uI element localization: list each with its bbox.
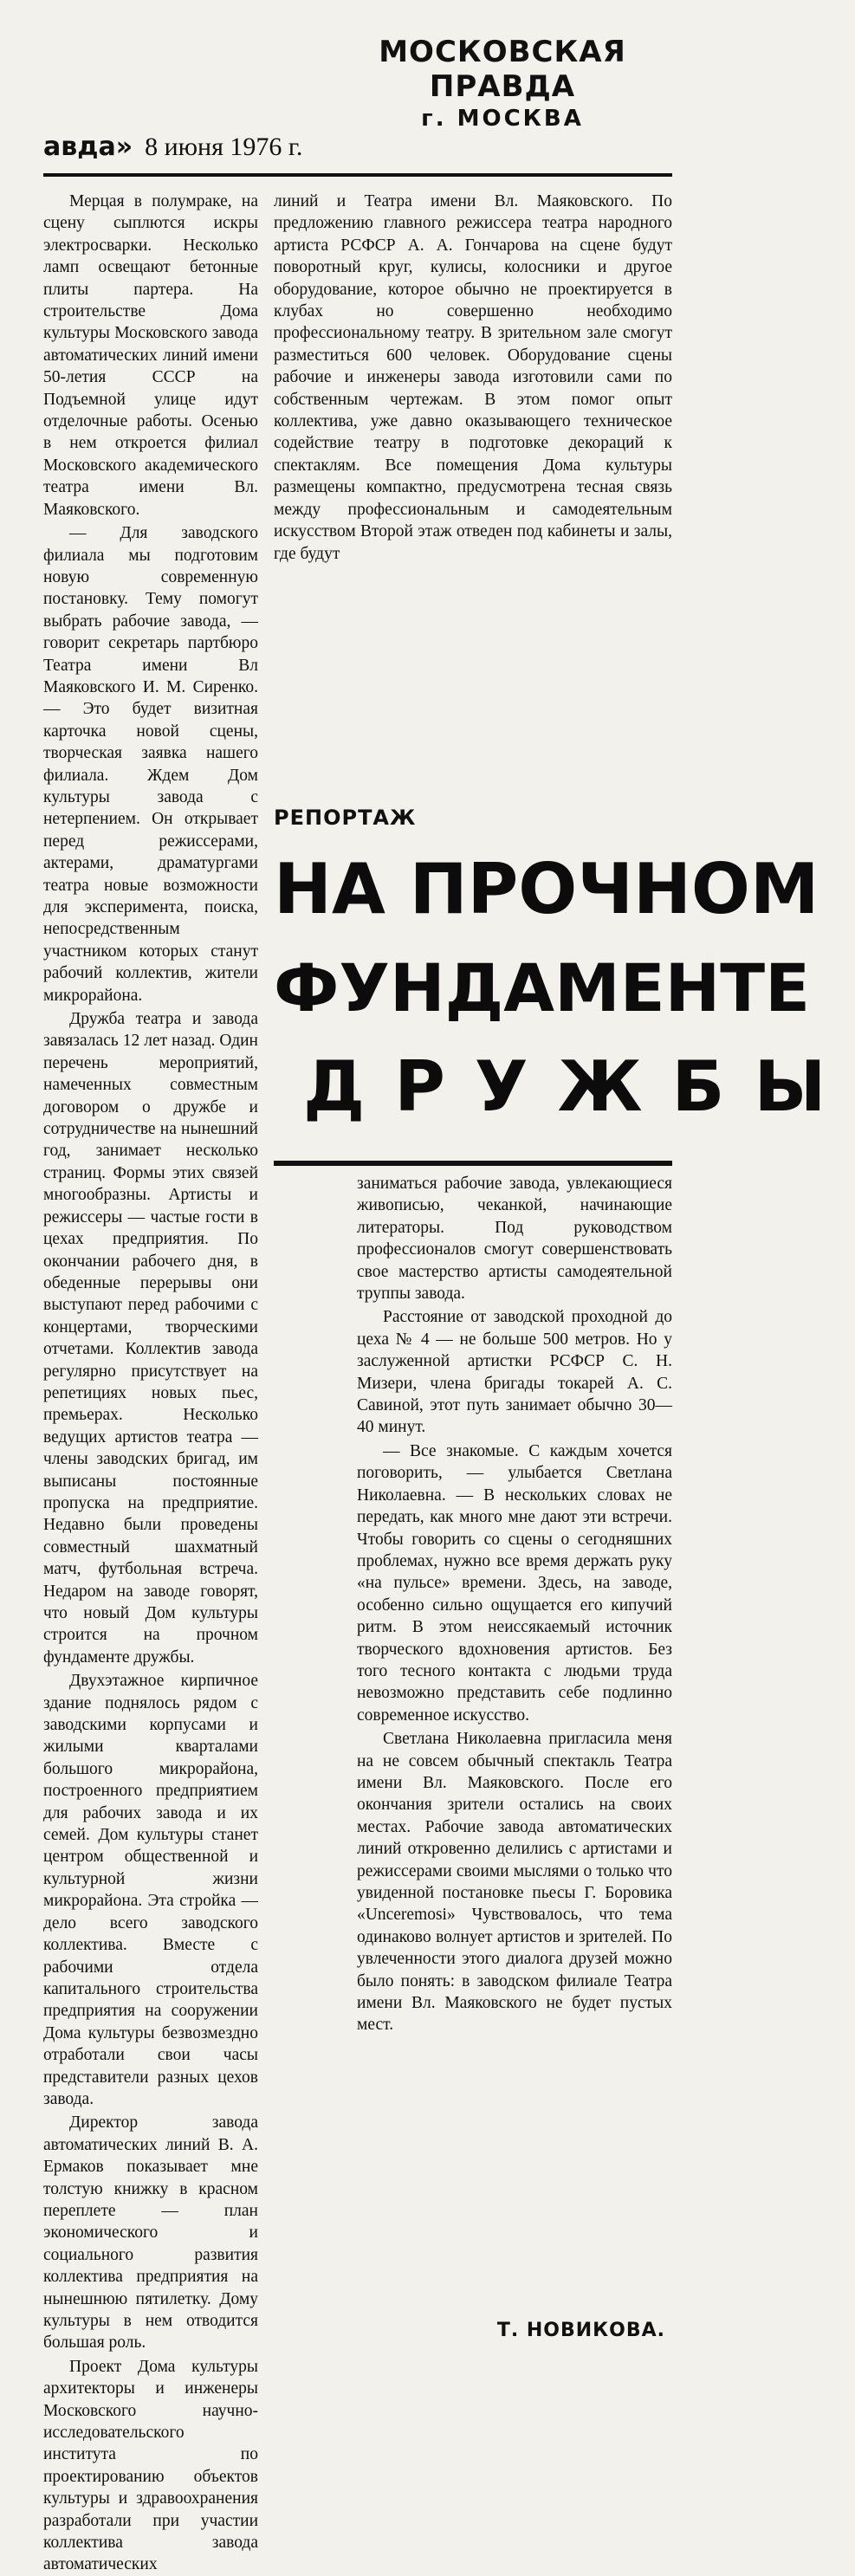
article-column-right-bottom — [357, 1173, 672, 2036]
dateline-paper-name: авда» — [43, 132, 133, 162]
article-column-right-top — [274, 191, 672, 565]
article-paragraph: Расстояние от заводской проходной до цеха № 4 — не больше 500 метров. Но у заслуженной артистки РСФСР С. Н. Мизери, члена бригады токарей А. С. Савиной, этот путь занимает обычно 30—40 минут. — [357, 1308, 672, 1437]
article-paragraph: Проект Дома культуры архитекторы и инженеры Московского научно-исследовательского института по проектированию объектов культуры и здравоохранения разработали при участии коллектива завода автоматических — [43, 2357, 258, 2574]
headline-line-1: НА ПРОЧНОМ — [274, 849, 819, 929]
masthead-paper-name: МОСКОВСКАЯ ПРАВДА — [379, 35, 626, 104]
headline-rule — [274, 1161, 672, 1166]
top-rule — [43, 173, 672, 177]
article-paragraph: Дружба театра и завода завязалась 12 лет назад. Один перечень мероприятий, намеченных совместным договором о дружбе и сотрудничестве на нынешний год, занимает несколько страниц. Формы этих связей многообразны. Артисты и режиссеры — частые гости в цехах предприятия. По окончании рабочего дня, в обеденные перерывы они выступают перед рабочими с концертами, творческими отчетами. Коллектив завода регулярно присутствует на репетициях новых пьес, премьерах. Несколько ведущих артистов театра — члены заводских бригад, им выписаны постоянные пропуска на предприятие. Недавно были проведены совместный шахматный матч, футбольная встреча. Недаром на заводе говорят, что новый Дом культуры строится на прочном фундаменте дружбы. — [43, 1010, 258, 1667]
headline-line-2: ФУНДАМЕНТЕ — [274, 949, 810, 1026]
dateline-date: 8 июня 1976 г. — [145, 133, 303, 161]
article-paragraph: Светлана Николаевна пригласила меня на не совсем обычный спектакль Театра имени Вл. Маяковского. После его окончания зрители остались на своих местах. Рабочие завода автоматических линий откровенно делились с артистами и режиссерами своими мыслями о только что увиденной постановке пьесы Г. Боровика «Unceremosi» Чувствовалось, что тема одинаково волнует артистов и зрителей. По увлеченности этого диалога друзей можно было понять: в заводском филиале Театра имени Вл. Маяковского не будет пустых мест. — [357, 1730, 672, 2035]
masthead-city: г. МОСКВА — [421, 106, 584, 132]
article-paragraph: Мерцая в полумраке, на сцену сыплются искры электросварки. Несколько ламп освещают бетонные плиты партера. На строительстве Дома культуры Московского завода автоматических линий имени 50-летия СССР на Подъемной улице идут отделочные работы. Осенью в нем откроется филиал Московского академического театра имени Вл. Маяковского. — [43, 192, 258, 519]
author-signature: Т. НОВИКОВА. — [496, 2320, 665, 2341]
rubric-label: РЕПОРТАЖ — [274, 806, 417, 830]
article-paragraph: Двухэтажное кирпичное здание поднялось рядом с заводскими корпусами и жилыми кварталами большого микрорайона, построенного предприятием для рабочих завода и их семей. Дом культуры станет центром общественной и культурной жизни микрорайона. Эта стройка — дело всего заводского коллектива. Вместе с рабочими отдела капитального строительства предприятия на сооружении Дома культуры безвозмездно отработали свои часы представители разных цехов завода. — [43, 1672, 258, 2108]
article-paragraph: заниматься рабочие завода, увлекающиеся живописью, чеканкой, начинающие литераторы. Под руководством профессионалов смогут совершенствовать свое мастерство артисты самодеятельной труппы завода. — [357, 1175, 672, 1304]
masthead-stamp — [338, 35, 667, 132]
article-paragraph: Директор завода автоматических линий В. А. Ермаков показывает мне толстую книжку в красном переплете — план экономического и социального развития коллектива предприятия на нынешнюю пятилетку. Дому культуры в нем отводится большая роль. — [43, 2113, 258, 2353]
headline — [274, 840, 855, 1136]
article-column-left — [43, 191, 258, 2576]
headline-line-3: ДРУЖБЫ — [303, 1046, 855, 1127]
article-paragraph: линий и Театра имени Вл. Маяковского. По предложению главного режиссера театра народного артиста РСФСР А. А. Гончарова на сцене будут поворотный круг, кулисы, колосники и другое оборудование, которое обычно не проектируется в клубах но совершенно необходимо профессиональному театру. В зрительном зале смогут разместиться 600 человек. Оборудование сцены рабочие и инженеры завода изготовили сами по собственным чертежам. В этом помог опыт коллектива, уже давно оказывающего техническое содействие театру в подготовке декораций к спектаклям. Все помещения Дома культуры размещены компактно, предусмотрена тесная связь между профессиональным и самодеятельным искусством Второй этаж отведен под кабинеты и залы, где будут — [274, 192, 672, 563]
article-paragraph: — Все знакомые. С каждым хочется поговорить, — улыбается Светлана Николаевна. — В нескольких словах не передать, как много мне дают эти встречи. Чтобы говорить со сцены о сегодняшних проблемах, нужно все время держать руку «на пульсе» времени. Здесь, на заводе, особенно сильно ощущается его кипучий ритм. В этом неиссякаемый источник творческого вдохновения артистов. Без того тесного контакта с людьми труда невозможно представить себе подлинно современное искусство. — [357, 1441, 672, 1725]
article-paragraph: — Для заводского филиала мы подготовим новую современную постановку. Тему помогут выбрать рабочие завода, — говорит секретарь партбюро Театра имени Вл Маяковского И. М. Сиренко. — Это будет визитная карточка новой сцены, творческая заявка нашего филиала. Ждем Дом культуры завода с нетерпением. Он открывает перед режиссерами, актерами, драматургами театра новые возможности для эксперимента, поиска, непосредственным участником которых станут рабочий коллектив, жители микрорайона. — [43, 524, 258, 1005]
newspaper-clipping — [43, 35, 855, 2574]
dateline — [43, 132, 302, 162]
